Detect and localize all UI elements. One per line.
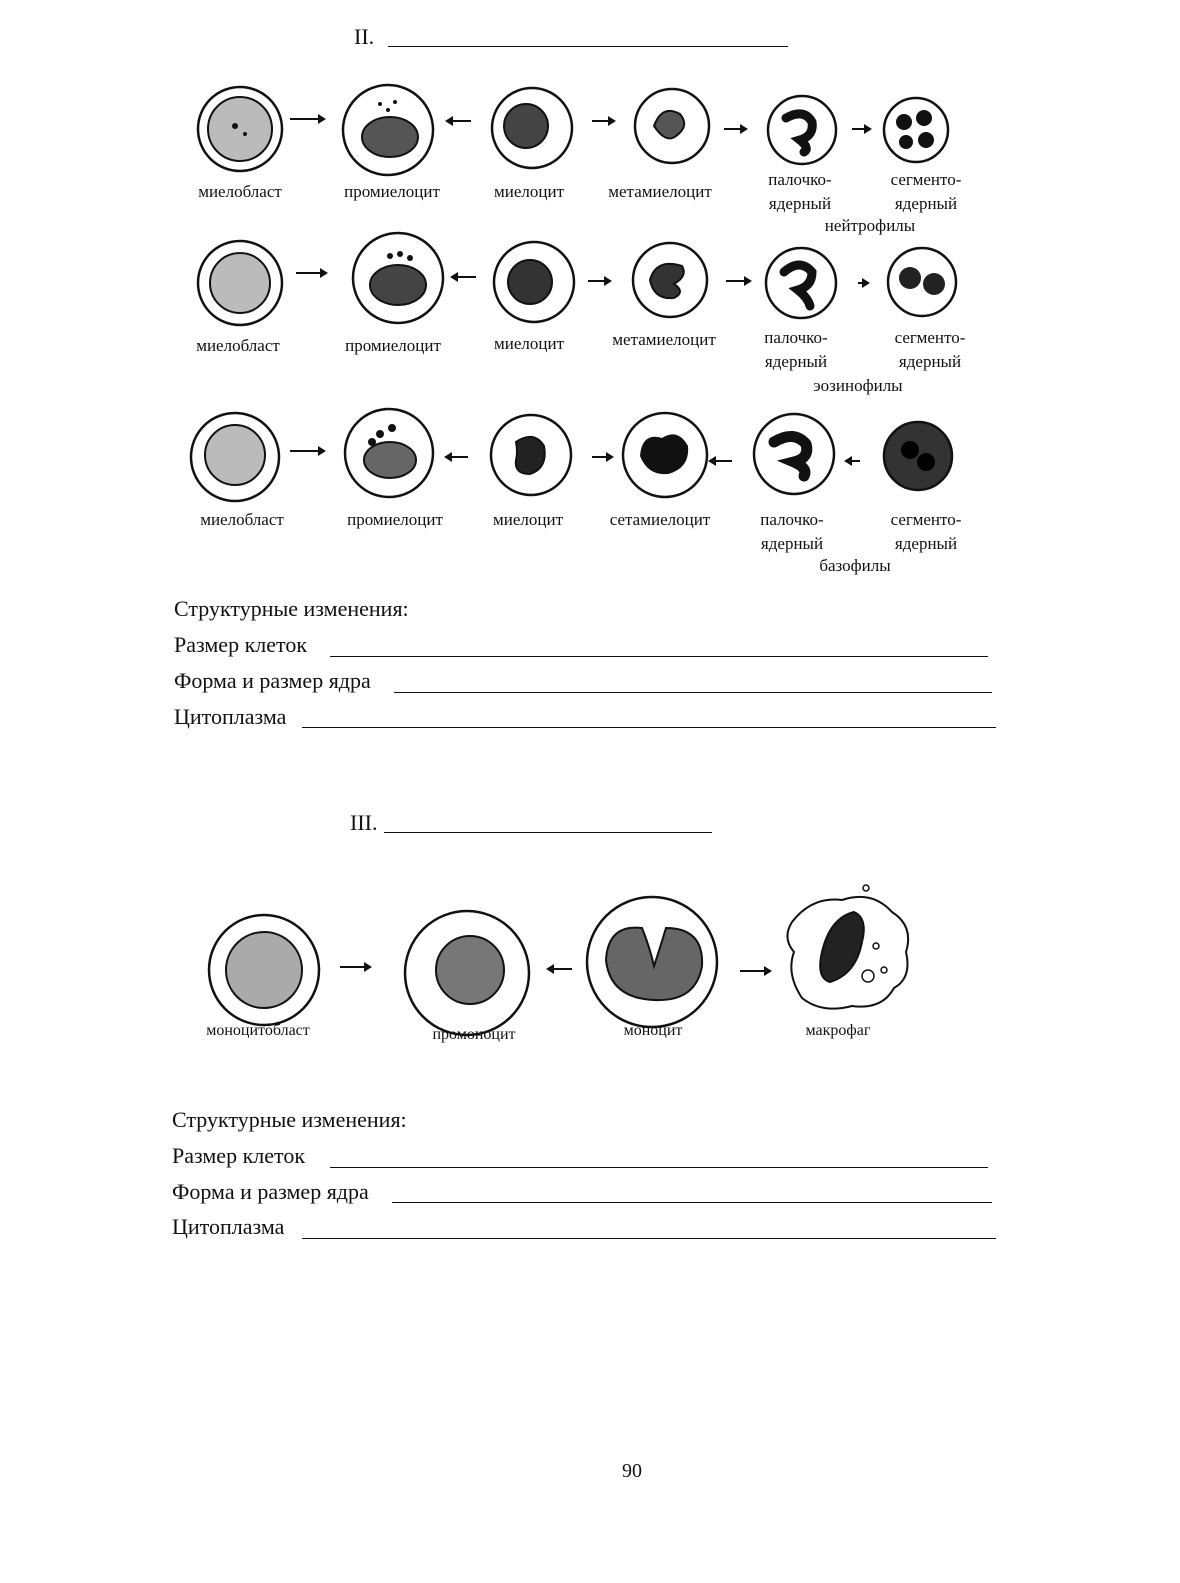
cell-neutrophil-promyelocyte	[340, 82, 436, 178]
label-basophil-stage-2: промиелоцит	[347, 510, 443, 529]
group-neutrophils: нейтрофилы	[824, 216, 916, 235]
cell-eosinophil-myelocyte	[490, 238, 578, 326]
label-neutrophil-stage-3: миелоцит	[493, 182, 565, 201]
cell-eosinophil-myeloblast	[195, 238, 285, 328]
cell-basophil-myelocyte	[488, 412, 574, 498]
cell-basophil-segmented	[880, 418, 956, 494]
section-3-field-cell-size-blank[interactable]	[330, 1167, 988, 1168]
arrow-e4	[726, 280, 750, 282]
arrow-n5	[852, 128, 870, 130]
cell-neutrophil-myelocyte	[488, 84, 576, 172]
label-monocyte-stage-4: макрофаг	[805, 1022, 871, 1039]
label-monocyte-stage-2: промоноцит	[432, 1026, 516, 1043]
arrow-n2	[447, 120, 471, 122]
cell-neutrophil-segmented	[880, 94, 952, 166]
label-basophil-stage-6: сегменто- ядерный	[890, 510, 962, 553]
cell-monoblast	[206, 912, 322, 1028]
cell-basophil-promyelocyte	[342, 406, 436, 500]
section-3-field-cell-size-label: Размер клеток	[172, 1143, 306, 1168]
section-3-changes-heading: Структурные изменения:	[172, 1107, 407, 1132]
arrow-b3	[592, 456, 612, 458]
arrow-e5	[858, 282, 868, 284]
section-2-field-nucleus-blank[interactable]	[394, 692, 992, 693]
label-basophil-stage-1: миелобласт	[200, 510, 284, 529]
cell-basophil-band	[750, 410, 838, 498]
section-3-field-cytoplasm-label: Цитоплазма	[172, 1214, 285, 1239]
label-eosinophil-stage-1: миелобласт	[196, 336, 280, 355]
arrow-e3	[588, 280, 610, 282]
cell-monocyte	[584, 894, 720, 1030]
label-neutrophil-stage-1: миелобласт	[198, 182, 282, 201]
label-monocyte-stage-3: моноцит	[623, 1022, 683, 1039]
arrow-e2	[452, 276, 476, 278]
section-3-number: III.	[350, 810, 378, 835]
section-2-changes-heading: Структурные изменения:	[174, 596, 409, 621]
section-2-title	[354, 24, 374, 50]
label-neutrophil-stage-6: сегменто- ядерный	[890, 170, 962, 213]
arrow-b5	[846, 460, 860, 462]
cell-neutrophil-myeloblast	[195, 84, 285, 174]
section-3-title	[350, 810, 377, 836]
arrow-b4	[710, 460, 732, 462]
group-eosinophils: эозинофилы	[813, 376, 903, 395]
arrow-b1	[290, 450, 324, 452]
cell-eosinophil-band	[762, 244, 840, 322]
arrow-m2	[548, 968, 572, 970]
section-3-field-nucleus-blank[interactable]	[392, 1202, 992, 1203]
arrow-n3	[592, 120, 614, 122]
page-number: 90	[622, 1460, 642, 1482]
cell-basophil-myeloblast	[188, 410, 282, 504]
cell-neutrophil-band	[764, 92, 840, 168]
section-2-field-cell-size-blank[interactable]	[330, 656, 988, 657]
section-2-field-cytoplasm-blank[interactable]	[302, 727, 996, 728]
section-2-field-cell-size-label: Размер клеток	[174, 632, 308, 657]
cell-eosinophil-segmented	[884, 244, 960, 320]
section-3-field-cytoplasm-blank[interactable]	[302, 1238, 996, 1239]
section-3-title-blank[interactable]	[384, 832, 712, 833]
arrow-b2	[446, 456, 468, 458]
label-basophil-stage-3: миелоцит	[492, 510, 564, 529]
label-eosinophil-stage-2: промиелоцит	[345, 336, 441, 355]
cell-macrophage	[782, 882, 916, 1022]
arrow-m3	[740, 970, 770, 972]
label-neutrophil-stage-5: палочко- ядерный	[768, 170, 832, 213]
label-neutrophil-stage-2: промиелоцит	[344, 182, 440, 201]
section-2-field-nucleus-label: Форма и размер ядра	[174, 668, 371, 693]
label-eosinophil-stage-4: метамиелоцит	[612, 330, 716, 349]
cell-eosinophil-metamyelocyte	[630, 240, 710, 320]
label-basophil-stage-4: сетамиелоцит	[609, 510, 711, 529]
label-monocyte-stage-1: моноцитобласт	[206, 1022, 310, 1039]
label-eosinophil-stage-5: палочко- ядерный	[764, 328, 828, 371]
cell-basophil-metamyelocyte	[620, 410, 710, 500]
label-eosinophil-stage-3: миелоцит	[493, 334, 565, 353]
label-neutrophil-stage-4: метамиелоцит	[608, 182, 712, 201]
section-2-field-cytoplasm-label: Цитоплазма	[174, 704, 287, 729]
arrow-e1	[296, 272, 326, 274]
section-2-number: II.	[354, 24, 375, 49]
arrow-n4	[724, 128, 746, 130]
label-eosinophil-stage-6: сегменто- ядерный	[894, 328, 966, 371]
cell-eosinophil-promyelocyte	[350, 230, 446, 326]
label-basophil-stage-5: палочко- ядерный	[760, 510, 824, 553]
group-basophils: базофилы	[819, 556, 891, 575]
arrow-m1	[340, 966, 370, 968]
section-3-field-nucleus-label: Форма и размер ядра	[172, 1179, 369, 1204]
cell-promonocyte	[402, 908, 532, 1038]
section-2-title-blank[interactable]	[388, 46, 788, 47]
arrow-n1	[290, 118, 324, 120]
cell-neutrophil-metamyelocyte	[632, 86, 712, 166]
